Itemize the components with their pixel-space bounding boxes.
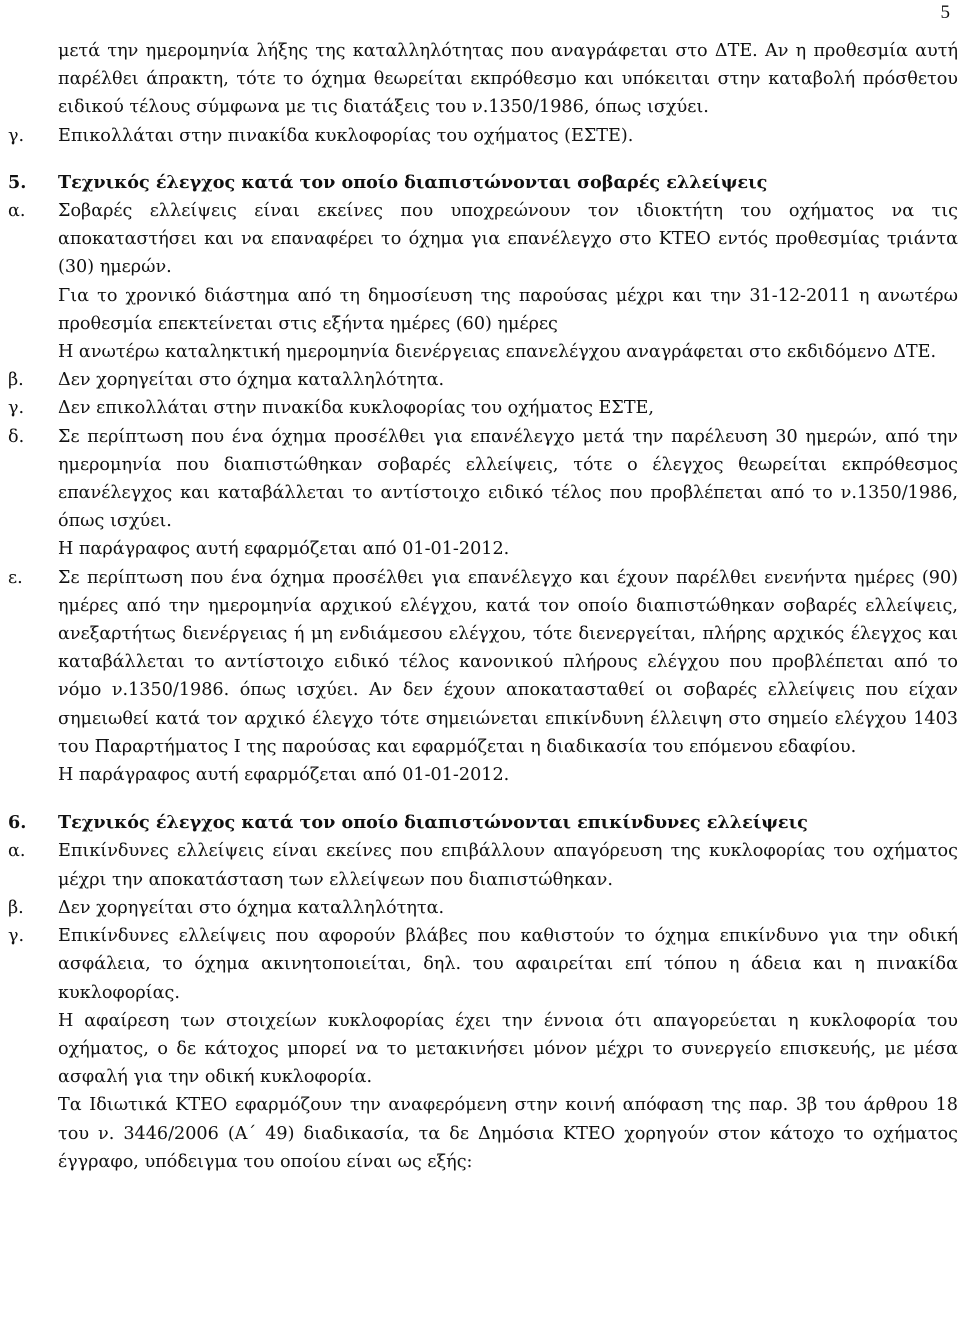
item-marker: δ. — [8, 426, 25, 447]
item-marker: α. — [8, 841, 26, 862]
list-item — [8, 366, 958, 394]
section-title: Τεχνικός έλεγχος κατά τον οποίο διαπιστώνονται επικίνδυνες ελλείψεις — [58, 812, 808, 834]
list-item — [8, 122, 958, 150]
item-text: Για το χρονικό διάστημα από τη δημοσίευση της παρούσας μέχρι και την 31-12-2011 η ανωτέρω προθεσμία επεκτείνεται στις εξήντα ημέρες (60) ημέρες — [58, 285, 958, 334]
item-marker: γ. — [8, 926, 25, 947]
item-marker: γ. — [8, 125, 25, 146]
section-title: Τεχνικός έλεγχος κατά τον οποίο διαπιστώνονται σοβαρές ελλείψεις — [58, 171, 768, 193]
item-text: Επικίνδυνες ελλείψεις που αφορούν βλάβες που καθιστούν το όχημα επικίνδυνο για την οδική ασφάλεια, το όχημα ακινητοποιείται, δηλ. του αφαιρείται επί τόπου η άδεια και η πινακίδα κυκλοφορίας. — [58, 926, 958, 1003]
item-text: Επικίνδυνες ελλείψεις είναι εκείνες που επιβάλλουν απαγόρευση της κυκλοφορίας του οχήματος μέχρι την αποκατάσταση των ελλείψεων που διαπιστώθηκαν. — [58, 841, 958, 890]
item-text: Η αφαίρεση των στοιχείων κυκλοφορίας έχει την έννοια ότι απαγορεύεται η κυκλοφορία του οχήματος, ο δε κάτοχος μπορεί να το μετακινήσει μόνον μέχρι το συνεργείο επισκευής, με μέσα ασφαλή για την οδική κυκλοφορία. — [58, 1010, 958, 1088]
item-text: Δεν χορηγείται στο όχημα καταλληλότητα. — [58, 370, 445, 391]
item-marker: β. — [8, 897, 24, 918]
list-item — [8, 837, 958, 893]
section-number: 6. — [8, 812, 27, 834]
item-text: Σε περίπτωση που ένα όχημα προσέλθει για επανέλεγχο μετά την παρέλευση 30 ημερών, από την ημερομηνία που διαπιστώθηκαν σοβαρές ελλείψεις, τότε ο έλεγχος θεωρείται εκπρόθεσμος επανέλεγχος και καταβάλλεται το αντίστοιχο ειδικό τέλος που προβλέπεται από το ν.1350/1986, όπως ισχύει. — [58, 426, 958, 532]
item-text: Τα Ιδιωτικά ΚΤΕΟ εφαρμόζουν την αναφερόμενη στην κοινή απόφαση της παρ. 3β του άρθρου 18 του ν. 3446/2006 (Α΄ 49) διαδικασία, τα δε Δημόσια ΚΤΕΟ χορηγούν στον κάτοχο το οχήματος έγγραφο, υπόδειγμα του οποίου είναι ως εξής: — [58, 1095, 958, 1172]
item-marker: β. — [8, 370, 24, 391]
item-marker: ε. — [8, 567, 23, 588]
item-text: Σε περίπτωση που ένα όχημα προσέλθει για επανέλεγχο και έχουν παρέλθει ενενήντα ημέρες (90) ημέρες από την ημερομηνία αρχικού ελέγχου, κατά τον οποίο διαπιστώθηκαν σοβαρές ελλείψεις, ανεξαρτήτως διενέργειας ή μη ενδιάμεσου ελέγχου, τότε διενεργείται, πλήρης αρχικός έλεγχος και καταβάλλεται το αντίστοιχο ειδικό τέλος κανονικού πλήρους ελέγχου που προβλέπεται από το νόμο ν.1350/1986. όπως ισχύει. Αν δεν έχουν αποκατασταθεί οι σοβαρές ελλείψεις που είχαν σημειωθεί κατά τον αρχικό έλεγχο τότε σημειώνεται επικίνδυνη έλλειψη στο σημείο ελέγχου 1403 του Παραρτήματος Ι της παρούσας και εφαρμόζεται η διαδικασία του επόμενου εδαφίου. — [58, 567, 958, 757]
item-marker: α. — [8, 201, 26, 222]
section-number: 5. — [8, 171, 27, 193]
item-text: Δεν χορηγείται στο όχημα καταλληλότητα. — [58, 897, 445, 918]
list-item — [8, 922, 958, 1176]
item-text: Δεν επικολλάται στην πινακίδα κυκλοφορίας του οχήματος ΕΣΤΕ, — [58, 398, 654, 419]
item-text: Σοβαρές ελλείψεις είναι εκείνες που υποχρεώνουν τον ιδιοκτήτη του οχήματος να τις αποκαταστήσει και να επαναφέρει το όχημα για επανέλεγχο στο ΚΤΕΟ εντός προθεσμίας τριάντα (30) ημερών. — [58, 201, 958, 278]
list-item — [8, 423, 958, 564]
item-text: Η παράγραφος αυτή εφαρμόζεται από 01-01-2012. — [58, 539, 510, 560]
item-text: Η ανωτέρω καταληκτική ημερομηνία διενέργειας επανελέγχου αναγράφεται στο εκδιδόμενο ΔΤΕ. — [58, 342, 937, 363]
intro-paragraph: μετά την ημερομηνία λήξης της καταλληλότητας που αναγράφεται στο ΔΤΕ. Αν η προθεσμία αυτή παρέλθει άπρακτη, τότε το όχημα θεωρείται εκπρόθεσμο και υπόκειται στην καταβολή πρόσθετου ειδικού τέλους σύμφωνα με τις διατάξεις του ν.1350/1986, όπως ισχύει. — [58, 41, 958, 118]
section-6-heading — [8, 809, 958, 837]
item-text: Επικολλάται στην πινακίδα κυκλοφορίας του οχήματος (ΕΣΤΕ). — [58, 125, 634, 146]
intro-block — [8, 37, 958, 122]
list-item — [8, 564, 958, 790]
item-marker: γ. — [8, 398, 25, 419]
page-number: 5 — [940, 2, 950, 23]
list-item — [8, 394, 958, 422]
list-item — [8, 197, 958, 366]
document-body — [8, 37, 958, 1176]
list-item — [8, 894, 958, 922]
section-5-heading — [8, 169, 958, 197]
item-text: Η παράγραφος αυτή εφαρμόζεται από 01-01-2012. — [58, 765, 510, 786]
